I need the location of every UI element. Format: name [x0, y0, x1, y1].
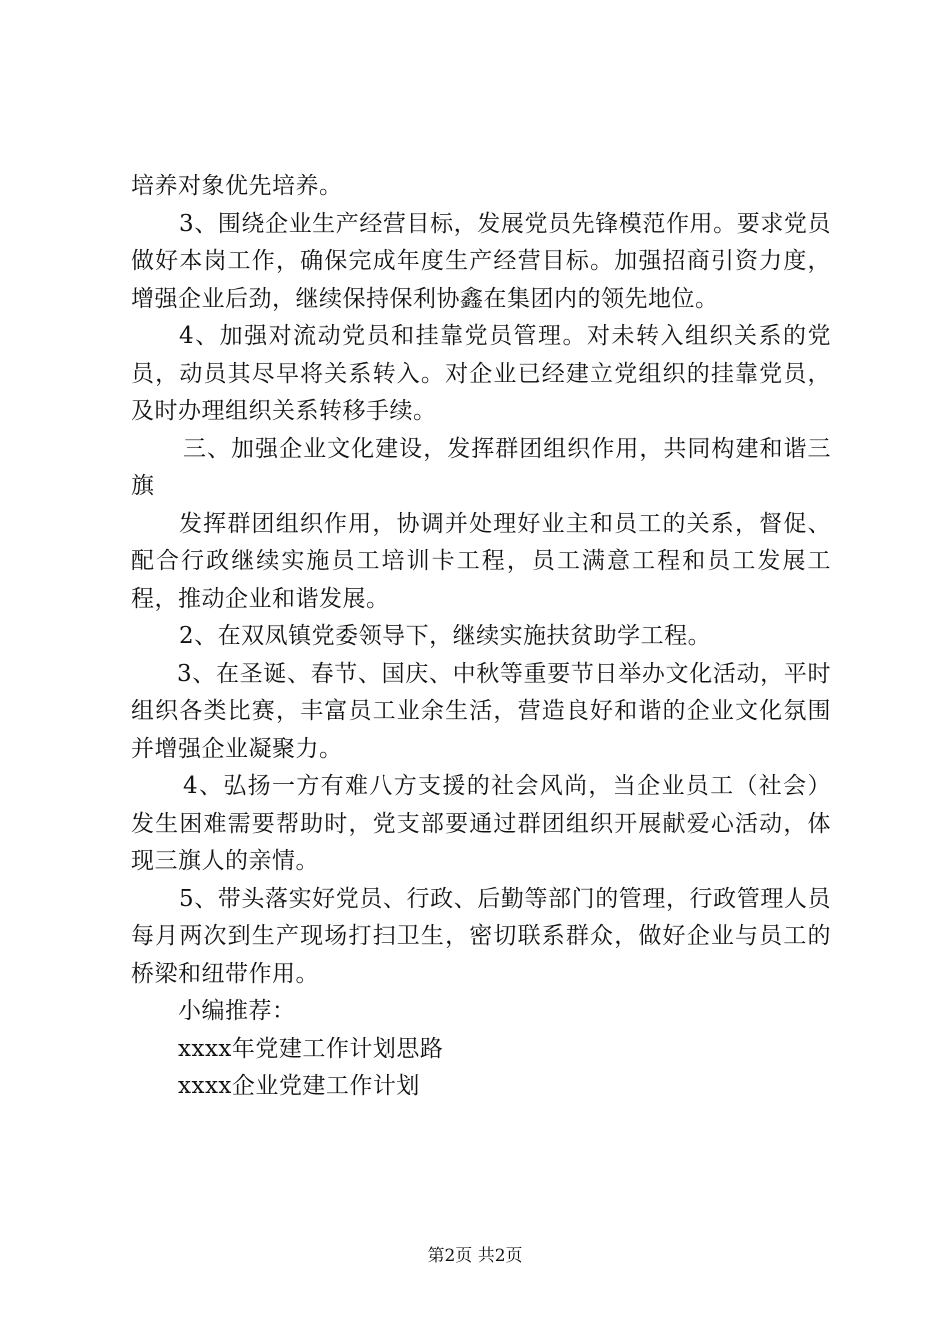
paragraph-item-4-mutual-aid: 4、弘扬一方有难八方支援的社会风尚，当企业员工（社会）发生困难需要帮助时，党支部要通过群团组织开展献爱心活动，体现三旗人的亲情。 — [131, 773, 831, 874]
page-footer: 第2页 共2页 — [427, 1246, 523, 1266]
recommend-label: 小编推荐： — [178, 998, 296, 1024]
paragraph-item-2-poverty-aid: 2、在双凤镇党委领导下，继续实施扶贫助学工程。 — [179, 623, 712, 649]
paragraph-group-organizations: 发挥群团组织作用，协调并处理好业主和员工的关系，督促、配合行政继续实施员工培训卡工程，员工满意工程和员工发展工程，推动企业和谐发展。 — [131, 510, 831, 612]
paragraph-item-3-festivals: 3、在圣诞、春节、国庆、中秋等重要节日举办文化活动，平时组织各类比赛，丰富员工业余生活，营造良好和谐的企业文化氛围并增强企业凝聚力。 — [131, 660, 831, 762]
paragraph-item-3-goals: 3、围绕企业生产经营目标，发展党员先锋模范作用。要求党员做好本岗工作，确保完成年度生产经营目标。加强招商引资力度，增强企业后劲，继续保持保利协鑫在集团内的领先地位。 — [131, 210, 831, 312]
document-body — [131, 168, 831, 1106]
paragraph-continuation: 培养对象优先培养。 — [131, 173, 343, 199]
paragraph-item-4-member-management: 4、加强对流动党员和挂靠党员管理。对未转入组织关系的党员，动员其尽早将关系转入。对企业已经建立党组织的挂靠党员，及时办理组织关系转移手续。 — [131, 323, 831, 424]
section-heading-culture: 三、加强企业文化建设，发挥群团组织作用，共同构建和谐三旗 — [131, 435, 831, 499]
recommend-link-2[interactable]: xxxx企业党建工作计划 — [178, 1073, 420, 1099]
recommend-link-1[interactable]: xxxx年党建工作计划思路 — [178, 1035, 444, 1062]
paragraph-item-5-management: 5、带头落实好党员、行政、后勤等部门的管理，行政管理人员每月两次到生产现场打扫卫生，密切联系群众，做好企业与员工的桥梁和纽带作用。 — [131, 885, 831, 987]
